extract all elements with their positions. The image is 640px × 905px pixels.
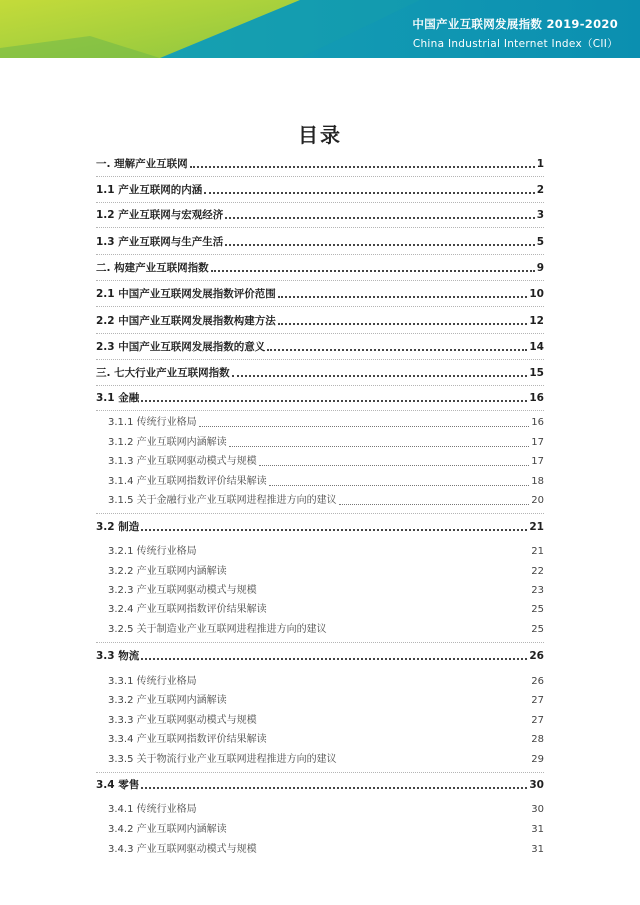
toc-entry[interactable] bbox=[96, 183, 544, 197]
toc-page-number: 30 bbox=[531, 804, 544, 815]
toc-entry-label: 1.3 产业互联网与生产生活 bbox=[96, 236, 224, 248]
toc-page-number: 3 bbox=[536, 209, 544, 221]
toc-dot-leader bbox=[141, 787, 527, 789]
header-title-en: China Industrial Internet Index（CII） bbox=[412, 38, 618, 50]
toc-dot-leader bbox=[269, 485, 530, 486]
toc-page-number: 22 bbox=[531, 566, 544, 577]
toc-entry-label: 1.1 产业互联网的内涵 bbox=[96, 184, 203, 196]
toc-entry-label: 2.3 中国产业互联网发展指数的意义 bbox=[96, 341, 266, 353]
toc-divider bbox=[96, 410, 544, 411]
toc-subentry[interactable] bbox=[108, 733, 544, 747]
toc-entry[interactable] bbox=[96, 778, 544, 792]
toc-entry[interactable] bbox=[96, 520, 544, 534]
toc-entry-label: 3.1.4 产业互联网指数评价结果解读 bbox=[108, 476, 267, 487]
toc-subentry[interactable] bbox=[108, 694, 544, 708]
toc-entry-label: 3.3.2 产业互联网内涵解读 bbox=[108, 695, 227, 706]
toc-page-number: 18 bbox=[531, 476, 544, 487]
toc-entry-label: 1.2 产业互联网与宏观经济 bbox=[96, 209, 224, 221]
toc-subentry[interactable] bbox=[108, 603, 544, 617]
toc-entry-label: 3.3.4 产业互联网指数评价结果解读 bbox=[108, 734, 267, 745]
toc-entry-label: 3.1 金融 bbox=[96, 392, 140, 404]
toc-divider bbox=[96, 227, 544, 228]
toc-page-number: 17 bbox=[531, 456, 544, 467]
toc-page-number: 16 bbox=[531, 417, 544, 428]
toc-dot-leader bbox=[225, 244, 534, 246]
toc-subentry[interactable] bbox=[108, 584, 544, 598]
toc-entry-label: 3.2.1 传统行业格局 bbox=[108, 546, 197, 557]
toc-entry[interactable] bbox=[96, 314, 544, 328]
toc-page-number: 26 bbox=[531, 676, 544, 687]
toc-entry-label: 3.3.5 关于物流行业产业互联网进程推进方向的建议 bbox=[108, 754, 337, 765]
toc-subentry[interactable] bbox=[108, 494, 544, 508]
toc-page-number: 10 bbox=[529, 288, 544, 300]
toc-subentry[interactable] bbox=[108, 416, 544, 430]
toc-page-number: 29 bbox=[531, 754, 544, 765]
toc-dot-leader bbox=[232, 375, 528, 377]
toc-divider bbox=[96, 772, 544, 773]
toc-divider bbox=[96, 306, 544, 307]
toc-entry[interactable] bbox=[96, 366, 544, 380]
toc-page-number: 16 bbox=[529, 392, 544, 404]
toc-dot-leader bbox=[199, 426, 530, 427]
toc-entry-label: 三. 七大行业产业互联网指数 bbox=[96, 367, 230, 379]
toc-page-number: 26 bbox=[529, 650, 544, 662]
toc-dot-leader bbox=[267, 349, 527, 351]
toc-entry-label: 3.4.1 传统行业格局 bbox=[108, 804, 197, 815]
toc-page-number: 23 bbox=[531, 585, 544, 596]
toc-page-number: 27 bbox=[531, 715, 544, 726]
toc-dot-leader bbox=[141, 658, 527, 660]
toc-subentry[interactable] bbox=[108, 753, 544, 767]
toc-page-number: 27 bbox=[531, 695, 544, 706]
toc-entry-label: 3.3.3 产业互联网驱动模式与规模 bbox=[108, 715, 257, 726]
toc-page-number: 31 bbox=[531, 844, 544, 855]
toc-dot-leader bbox=[339, 504, 530, 505]
toc-dot-leader bbox=[141, 529, 527, 531]
toc-entry[interactable] bbox=[96, 208, 544, 222]
toc-divider bbox=[96, 254, 544, 255]
toc-page-number: 28 bbox=[531, 734, 544, 745]
toc-divider bbox=[96, 513, 544, 514]
toc-entry[interactable] bbox=[96, 235, 544, 249]
toc-page-number: 31 bbox=[531, 824, 544, 835]
toc-page-number: 5 bbox=[536, 236, 544, 248]
toc-subentry[interactable] bbox=[108, 823, 544, 837]
toc-page-number: 25 bbox=[531, 624, 544, 635]
toc-page-number: 20 bbox=[531, 495, 544, 506]
toc-entry[interactable] bbox=[96, 649, 544, 663]
toc-subentry[interactable] bbox=[108, 436, 544, 450]
toc-subentry[interactable] bbox=[108, 843, 544, 857]
toc-entry-label: 2.1 中国产业互联网发展指数评价范围 bbox=[96, 288, 276, 300]
toc-page-number: 21 bbox=[531, 546, 544, 557]
toc-page-number: 21 bbox=[529, 521, 544, 533]
toc-divider bbox=[96, 176, 544, 177]
toc-divider bbox=[96, 280, 544, 281]
toc-page-number: 1 bbox=[536, 158, 544, 170]
toc-entry-label: 3.2.3 产业互联网驱动模式与规模 bbox=[108, 585, 257, 596]
toc-entry[interactable] bbox=[96, 287, 544, 301]
toc-divider bbox=[96, 333, 544, 334]
toc-entry-label: 3.4.3 产业互联网驱动模式与规模 bbox=[108, 844, 257, 855]
toc-dot-leader bbox=[204, 192, 534, 194]
toc-divider bbox=[96, 359, 544, 360]
toc-entry-label: 3.3 物流 bbox=[96, 650, 140, 662]
toc-entry-label: 二. 构建产业互联网指数 bbox=[96, 262, 209, 274]
toc-entry-label: 3.3.1 传统行业格局 bbox=[108, 676, 197, 687]
toc-dot-leader bbox=[259, 465, 530, 466]
toc-subentry[interactable] bbox=[108, 623, 544, 637]
toc-dot-leader bbox=[190, 166, 535, 168]
toc-entry-label: 3.4.2 产业互联网内涵解读 bbox=[108, 824, 227, 835]
toc-entry-label: 3.1.3 产业互联网驱动模式与规模 bbox=[108, 456, 257, 467]
toc-entry-label: 3.4 零售 bbox=[96, 779, 140, 791]
toc-entry-label: 一. 理解产业互联网 bbox=[96, 158, 188, 170]
toc-entry[interactable] bbox=[96, 340, 544, 354]
toc-entry-label: 3.1.1 传统行业格局 bbox=[108, 417, 197, 428]
toc-dot-leader bbox=[141, 400, 527, 402]
toc-subentry[interactable] bbox=[108, 803, 544, 817]
toc-entry[interactable] bbox=[96, 157, 544, 171]
toc-page-number: 2 bbox=[536, 184, 544, 196]
toc-entry-label: 3.1.5 关于金融行业产业互联网进程推进方向的建议 bbox=[108, 495, 337, 506]
toc-dot-leader bbox=[211, 270, 535, 272]
toc-page-number: 30 bbox=[529, 779, 544, 791]
toc-subentry[interactable] bbox=[108, 714, 544, 728]
toc-entry-label: 3.2.5 关于制造业产业互联网进程推进方向的建议 bbox=[108, 624, 327, 635]
toc-subentry[interactable] bbox=[108, 545, 544, 559]
toc-divider bbox=[96, 385, 544, 386]
toc-entry-label: 3.1.2 产业互联网内涵解读 bbox=[108, 437, 227, 448]
toc-entry-label: 3.2.4 产业互联网指数评价结果解读 bbox=[108, 604, 267, 615]
toc-page-number: 14 bbox=[529, 341, 544, 353]
page-title: 目录 bbox=[298, 123, 342, 147]
toc-entry[interactable] bbox=[96, 261, 544, 275]
toc-dot-leader bbox=[278, 296, 528, 298]
toc-page-number: 15 bbox=[529, 367, 544, 379]
toc-entry[interactable] bbox=[96, 391, 544, 405]
toc-subentry[interactable] bbox=[108, 565, 544, 579]
toc-dot-leader bbox=[229, 446, 530, 447]
toc-subentry[interactable] bbox=[108, 475, 544, 489]
toc-page-number: 12 bbox=[529, 315, 544, 327]
header-titles bbox=[412, 14, 618, 54]
toc-divider bbox=[96, 642, 544, 643]
toc-dot-leader bbox=[225, 217, 534, 219]
toc-subentry[interactable] bbox=[108, 675, 544, 689]
toc-entry-label: 3.2.2 产业互联网内涵解读 bbox=[108, 566, 227, 577]
toc-page-number: 25 bbox=[531, 604, 544, 615]
toc-entry-label: 3.2 制造 bbox=[96, 521, 140, 533]
toc-page-number: 9 bbox=[536, 262, 544, 274]
header-title-cn: 中国产业互联网发展指数 2019-2020 bbox=[412, 17, 618, 31]
toc-dot-leader bbox=[278, 323, 528, 325]
toc-divider bbox=[96, 202, 544, 203]
toc-entry-label: 2.2 中国产业互联网发展指数构建方法 bbox=[96, 315, 276, 327]
toc-page-number: 17 bbox=[531, 437, 544, 448]
toc-subentry[interactable] bbox=[108, 455, 544, 469]
